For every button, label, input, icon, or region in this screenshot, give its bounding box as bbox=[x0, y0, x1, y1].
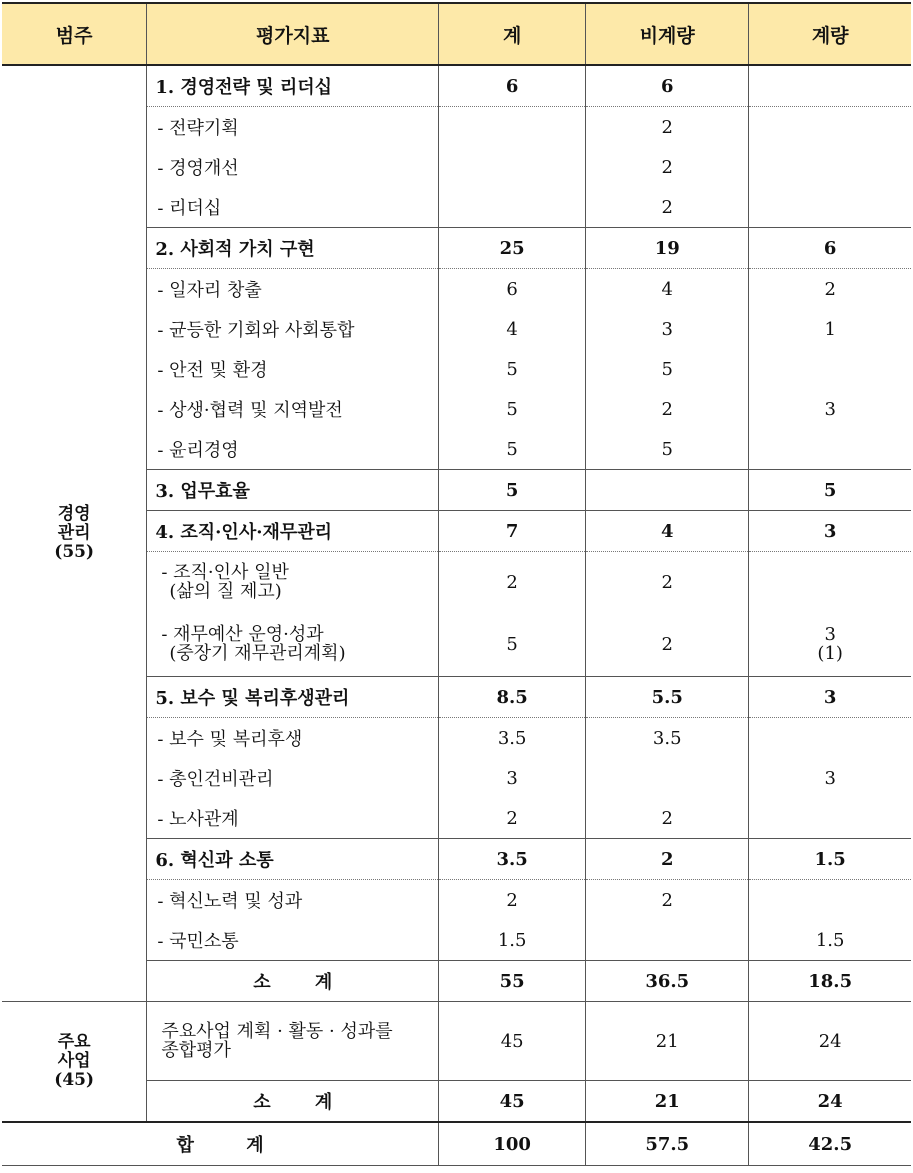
nonquant-value: 2 bbox=[586, 880, 749, 921]
quant-value bbox=[749, 552, 911, 613]
quant-value: 24 bbox=[749, 1081, 911, 1123]
quant-value: 3 bbox=[749, 389, 911, 429]
indicator-label-line2: (삶의 질 제고) bbox=[169, 581, 282, 602]
quant-value: 2 bbox=[749, 269, 911, 310]
total-value: 6 bbox=[439, 269, 586, 310]
nonquant-value: 57.5 bbox=[586, 1122, 749, 1166]
quant-value: 3 bbox=[749, 511, 911, 552]
grand-total-row bbox=[2, 1122, 911, 1166]
nonquant-value: 5.5 bbox=[586, 677, 749, 718]
nonquant-value: 6 bbox=[586, 65, 749, 107]
quant-value-line2: (1) bbox=[817, 643, 843, 664]
quant-value bbox=[749, 187, 911, 228]
total-value: 3.5 bbox=[439, 839, 586, 880]
total-value: 2 bbox=[439, 552, 586, 613]
indicator-label-line1: - 재무예산 운영·성과 bbox=[161, 624, 324, 645]
nonquant-value bbox=[586, 470, 749, 511]
nonquant-value bbox=[586, 920, 749, 961]
nonquant-value: 4 bbox=[586, 511, 749, 552]
indicator-label-line2: (중장기 재무관리계획) bbox=[169, 643, 346, 664]
nonquant-value: 5 bbox=[586, 429, 749, 470]
total-value: 5 bbox=[439, 349, 586, 389]
subtotal-label: 소 계 bbox=[147, 961, 439, 1002]
category-weight: (45) bbox=[54, 1070, 95, 1090]
total-value: 5 bbox=[439, 470, 586, 511]
header-indicator: 평가지표 bbox=[147, 3, 439, 65]
indicator-label: 2. 사회적 가치 구현 bbox=[147, 228, 439, 269]
quant-value bbox=[749, 718, 911, 759]
subtotal-label: 소 계 bbox=[147, 1081, 439, 1123]
total-value: 1.5 bbox=[439, 920, 586, 961]
nonquant-value: 2 bbox=[586, 612, 749, 677]
indicator-label: 3. 업무효율 bbox=[147, 470, 439, 511]
total-value: 5 bbox=[439, 612, 586, 677]
quant-value-line1: 3 bbox=[824, 624, 836, 645]
header-nonquant: 비계량 bbox=[586, 3, 749, 65]
indicator-label: - 균등한 기회와 사회통합 bbox=[147, 309, 439, 349]
indicator-label bbox=[147, 552, 439, 613]
category-label: 주요 bbox=[57, 1032, 91, 1052]
nonquant-value: 2 bbox=[586, 552, 749, 613]
total-value: 7 bbox=[439, 511, 586, 552]
quant-value bbox=[749, 349, 911, 389]
total-value: 3.5 bbox=[439, 718, 586, 759]
indicator-label: - 리더십 bbox=[147, 187, 439, 228]
indicator-label: - 윤리경영 bbox=[147, 429, 439, 470]
quant-value: 3 bbox=[749, 758, 911, 798]
nonquant-value: 36.5 bbox=[586, 961, 749, 1002]
nonquant-value: 21 bbox=[586, 1081, 749, 1123]
total-value: 55 bbox=[439, 961, 586, 1002]
quant-value: 24 bbox=[749, 1002, 911, 1081]
category-weight: (55) bbox=[54, 542, 95, 562]
indicator-label: 1. 경영전략 및 리더십 bbox=[147, 65, 439, 107]
header-quant: 계량 bbox=[749, 3, 911, 65]
quant-value bbox=[749, 107, 911, 148]
indicator-label: 6. 혁신과 소통 bbox=[147, 839, 439, 880]
category-label: 경영 bbox=[57, 504, 91, 524]
quant-value: 1 bbox=[749, 309, 911, 349]
quant-value bbox=[749, 612, 911, 677]
total-value bbox=[439, 147, 586, 187]
indicator-label: - 보수 및 복리후생 bbox=[147, 718, 439, 759]
indicator-label bbox=[147, 1002, 439, 1081]
evaluation-indicator-table bbox=[2, 2, 911, 1166]
quant-value bbox=[749, 798, 911, 839]
total-value: 8.5 bbox=[439, 677, 586, 718]
nonquant-value: 2 bbox=[586, 107, 749, 148]
total-value: 45 bbox=[439, 1081, 586, 1123]
quant-value bbox=[749, 147, 911, 187]
total-value: 4 bbox=[439, 309, 586, 349]
indicator-label: 5. 보수 및 복리후생관리 bbox=[147, 677, 439, 718]
nonquant-value: 5 bbox=[586, 349, 749, 389]
total-value: 2 bbox=[439, 798, 586, 839]
indicator-label: 4. 조직·인사·재무관리 bbox=[147, 511, 439, 552]
indicator-label: - 안전 및 환경 bbox=[147, 349, 439, 389]
category-management bbox=[2, 65, 147, 1002]
quant-value: 5 bbox=[749, 470, 911, 511]
quant-value: 1.5 bbox=[749, 920, 911, 961]
nonquant-value: 2 bbox=[586, 187, 749, 228]
total-value: 100 bbox=[439, 1122, 586, 1166]
indicator-label-line2: 종합평가 bbox=[161, 1040, 231, 1061]
quant-value bbox=[749, 880, 911, 921]
indicator-label: - 경영개선 bbox=[147, 147, 439, 187]
indicator-label: - 노사관계 bbox=[147, 798, 439, 839]
total-value bbox=[439, 187, 586, 228]
total-value: 3 bbox=[439, 758, 586, 798]
indicator-label: - 혁신노력 및 성과 bbox=[147, 880, 439, 921]
nonquant-value: 19 bbox=[586, 228, 749, 269]
category-business bbox=[2, 1002, 147, 1123]
indicator-label-line1: 주요사업 계획 · 활동 · 성과를 bbox=[161, 1021, 393, 1042]
total-value: 2 bbox=[439, 880, 586, 921]
total-value bbox=[439, 107, 586, 148]
category-label: 사업 bbox=[57, 1051, 91, 1071]
total-value: 5 bbox=[439, 389, 586, 429]
quant-value: 1.5 bbox=[749, 839, 911, 880]
nonquant-value: 3 bbox=[586, 309, 749, 349]
nonquant-value: 2 bbox=[586, 839, 749, 880]
table-row bbox=[2, 1002, 911, 1081]
header-total: 계 bbox=[439, 3, 586, 65]
indicator-label: - 국민소통 bbox=[147, 920, 439, 961]
nonquant-value: 21 bbox=[586, 1002, 749, 1081]
header-row bbox=[2, 3, 911, 65]
indicator-label-line1: - 조직·인사 일반 bbox=[161, 562, 289, 583]
indicator-label bbox=[147, 612, 439, 677]
indicator-label: - 전략기획 bbox=[147, 107, 439, 148]
category-label: 관리 bbox=[57, 523, 91, 543]
nonquant-value: 4 bbox=[586, 269, 749, 310]
quant-value: 42.5 bbox=[749, 1122, 911, 1166]
indicator-label: - 상생·협력 및 지역발전 bbox=[147, 389, 439, 429]
quant-value: 3 bbox=[749, 677, 911, 718]
header-category: 범주 bbox=[2, 3, 147, 65]
nonquant-value: 2 bbox=[586, 147, 749, 187]
table-row bbox=[2, 65, 911, 107]
quant-value bbox=[749, 429, 911, 470]
quant-value: 18.5 bbox=[749, 961, 911, 1002]
total-value: 5 bbox=[439, 429, 586, 470]
indicator-label: - 일자리 창출 bbox=[147, 269, 439, 310]
nonquant-value bbox=[586, 758, 749, 798]
total-value: 25 bbox=[439, 228, 586, 269]
nonquant-value: 2 bbox=[586, 798, 749, 839]
quant-value: 6 bbox=[749, 228, 911, 269]
nonquant-value: 3.5 bbox=[586, 718, 749, 759]
total-value: 6 bbox=[439, 65, 586, 107]
nonquant-value: 2 bbox=[586, 389, 749, 429]
grand-total-label: 합 계 bbox=[2, 1122, 439, 1166]
indicator-label: - 총인건비관리 bbox=[147, 758, 439, 798]
quant-value bbox=[749, 65, 911, 107]
total-value: 45 bbox=[439, 1002, 586, 1081]
